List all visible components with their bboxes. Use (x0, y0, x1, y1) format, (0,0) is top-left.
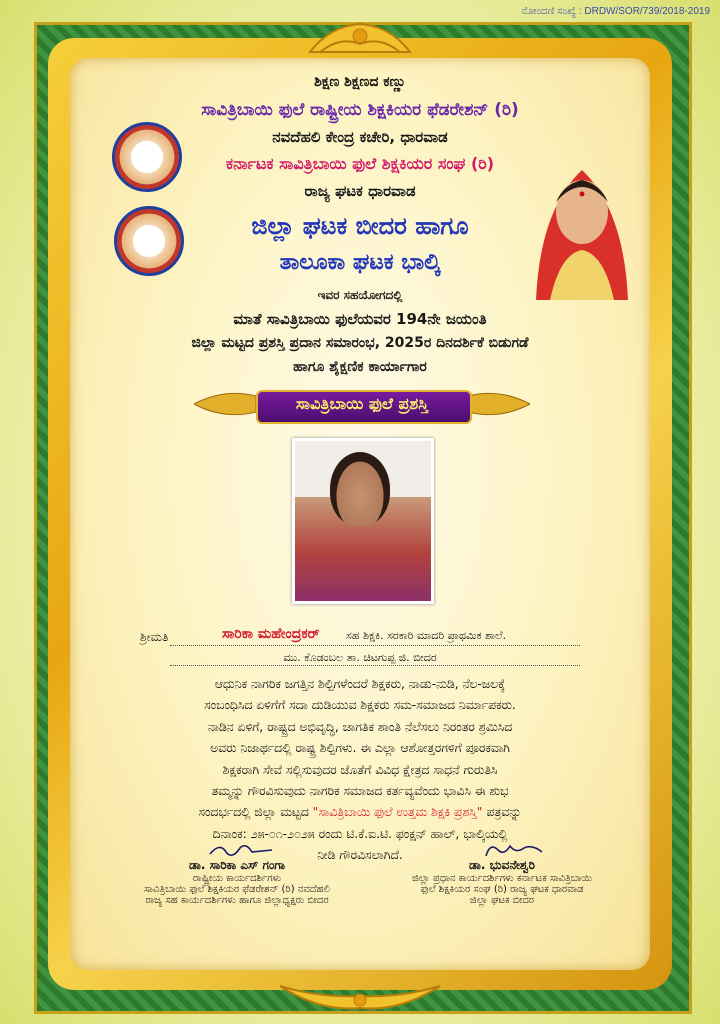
collaboration-note: ಇವರ ಸಹಯೋಗದಲ್ಲಿ (317, 288, 403, 302)
head-office: ನವದೆಹಲಿ ಕೇಂದ್ರ ಕಚೇರಿ, ಧಾರವಾಡ (272, 128, 448, 146)
sangha-logo-icon (114, 206, 184, 276)
name-dotted-line (170, 645, 580, 646)
registration-number: ನೋಂದಣಿ ಸಂಖ್ಯೆ : DRDW/SOR/739/2018-2019 (521, 6, 710, 17)
right-signatory-role: ಫುಲೆ ಶಿಕ್ಷಕಿಯರ ಸಂಘ (ರಿ) ರಾಜ್ಯ ಘಟಕ ಧಾರವಾಡ (420, 884, 584, 895)
event-line-3: ಹಾಗೂ ಶೈಕ್ಷಣಿಕ ಕಾರ್ಯಾಗಾರ (293, 359, 427, 375)
recipient-address: ಮು. ಕೊಡಂಬಲ ತಾ. ಚಿಟಗುಪ್ಪ ಜಿ. ಬೀದರ (283, 651, 437, 664)
taluk-unit: ತಾಲೂಕಾ ಘಟಕ ಭಾಲ್ಕಿ (279, 250, 441, 275)
right-signatory (382, 858, 622, 906)
address-dotted-line (170, 665, 580, 666)
district-unit: ಜಿಲ್ಲಾ ಘಟಕ ಬೀದರ ಹಾಗೂ (251, 212, 469, 240)
award-title: ಸಾವಿತ್ರಿಬಾಯಿ ಫುಲೆ ಪ್ರಶಸ್ತಿ (295, 394, 429, 413)
federation-name: ಸಾವಿತ್ರಿಬಾಯಿ ಫುಲೆ ರಾಷ್ಟ್ರೀಯ ಶಿಕ್ಷಕಿಯರ ಫೆಡರೇಶನ್ (ರಿ) (201, 100, 519, 120)
left-signatory-role: ಸಾವಿತ್ರಿಬಾಯಿ ಫುಲೆ ಶಿಕ್ಷಕಿಯರ ಫೆಡರೇಶನ್ (ರಿ) ನವದೆಹಲಿ (144, 884, 330, 895)
citation-text (116, 674, 604, 867)
left-signatory (122, 858, 352, 906)
left-signatory-name: ಡಾ. ಸಾರಿಕಾ ಎಸ್ ಗಂಗಾ (188, 858, 286, 872)
citation-line: ಶಿಕ್ಷಕರಾಗಿ ಸೇವೆ ಸಲ್ಲಿಸುವುದರ ಜೊತೆಗೆ ವಿವಿಧ ಕ್ಷೇತ್ರದ ಸಾಧನೆ ಗುರುತಿಸಿ (222, 762, 498, 777)
tagline: ಶಿಕ್ಷಣ ಶಿಕ್ಷಣದ ಕಣ್ಣು (314, 74, 406, 90)
right-signatory-name: ಡಾ. ಭುವನೇಶ್ವರಿ (468, 858, 535, 872)
savitribai-portrait-icon (530, 150, 634, 300)
left-signature-icon (206, 840, 276, 860)
recipient-designation: ಸಹ ಶಿಕ್ಷಕಿ. ಸರಕಾರಿ ಮಾದರಿ ಪ್ರಾಥಮಿಕ ಶಾಲೆ. (346, 629, 507, 642)
citation-line: ತಮ್ಮನ್ನು ಗೌರವಿಸುವುದು ನಾಗರಿಕ ಸಮಾಜದ ಕರ್ತವ್ಯವೆಂದು ಭಾವಿಸಿ ಈ ಶುಭ (211, 784, 509, 799)
citation-text-part: ಪತ್ರವನ್ನು (482, 805, 522, 820)
citation-line: ಆಧುನಿಕ ನಾಗರಿಕ ಜಗತ್ತಿನ ಶಿಲ್ಪಿಗಳೆಂದರೆ ಶಿಕ್ಷಕರು, ನಾಡು-ನುಡಿ, ನೆಲ-ಜಲಕ್ಕೆ (214, 677, 506, 691)
citation-line: ನೀಡಿ ಗೌರವಿಸಲಾಗಿದೆ. (317, 848, 403, 863)
federation-logo-icon (112, 122, 182, 192)
event-line-2: ಜಿಲ್ಲಾ ಮಟ್ಟದ ಪ್ರಶಸ್ತಿ ಪ್ರದಾನ ಸಮಾರಂಭ, 2025ರ ದಿನದರ್ಶಿಕೆ ಬಿಡುಗಡೆ (191, 335, 529, 351)
right-signature-icon (480, 840, 550, 860)
state-sangha-name: ಕರ್ನಾಟಕ ಸಾವಿತ್ರಿಬಾಯಿ ಫುಲೆ ಶಿಕ್ಷಕಿಯರ ಸಂಘ (ರಿ) (225, 154, 495, 173)
citation-line (116, 802, 604, 823)
crown-ornament-icon (300, 22, 420, 56)
event-line-1: ಮಾತೆ ಸಾವಿತ್ರಿಬಾಯಿ ಫುಲೆಯವರ 194ನೇ ಜಯಂತಿ (233, 310, 487, 328)
citation-line: ನಾಡಿನ ಏಳಿಗೆ, ರಾಷ್ಟ್ರದ ಅಭಿವೃದ್ಧಿ, ಜಾಗತಿಕ ಶಾಂತಿ ನೆಲೆಸಲು ನಿರಂತರ ಶ್ರಮಿಸಿದ (207, 719, 513, 734)
award-name-highlight: "ಸಾವಿತ್ರಿಬಾಯಿ ಫುಲೆ ಉತ್ತಮ ಶಿಕ್ಷಕಿ ಪ್ರಶಸ್ತಿ" (312, 805, 483, 820)
citation-text-part: ಸಂದರ್ಭದಲ್ಲಿ ಜಿಲ್ಲಾ ಮಟ್ಟದ (198, 805, 313, 820)
citation-line: ಅವರು ನಿಜಾರ್ಥದಲ್ಲಿ ರಾಷ್ಟ್ರ ಶಿಲ್ಪಿಗಳು. ಈ ಎಲ್ಲಾ ಆಶೋತ್ತರಗಳಿಗೆ ಪೂರಕವಾಗಿ (210, 741, 510, 756)
recipient-name: ಸಾರಿಕಾ ಮಹೇಂದ್ರಕರ್ (222, 626, 320, 642)
left-signatory-role: ರಾಜ್ಯ ಸಹ ಕಾರ್ಯದರ್ಶಿಗಳು ಹಾಗೂ ಜಿಲ್ಲಾಧ್ಯಕ್ಷರು ಬೀದರ (145, 895, 329, 906)
citation-line: ದಿನಾಂಕ: ೨೫-೦೧-೨೦೨೫ ರಂದು ಟಿ.ಕೆ.ಐ.ಟಿ. ಫಂಕ್ಷನ್ ಹಾಲ್, ಭಾಲ್ಕಿಯಲ್ಲಿ (212, 826, 508, 841)
bottom-ornament-icon (270, 982, 450, 1012)
left-signatory-role: ರಾಷ್ಟ್ರೀಯ ಕಾರ್ಯದರ್ಶಿಗಳು (192, 873, 282, 884)
state-unit: ರಾಜ್ಯ ಘಟಕ ಧಾರವಾಡ (304, 182, 416, 200)
citation-line: ಸಂಬಂಧಿಸಿದ ಏಳಿಗೆಗೆ ಸದಾ ದುಡಿಯುವ ಶಿಕ್ಷಕರು ಸಮ-ಸಮಾಜದ ನಿರ್ಮಾಪಕರು. (204, 698, 516, 713)
recipient-photo-face (330, 452, 390, 526)
right-signatory-role: ಜಿಲ್ಲಾ ಘಟಕ ಬೀದರ (469, 895, 535, 906)
recipient-prefix: ಶ್ರೀಮತಿ (140, 630, 169, 644)
right-signatory-role: ಜಿಲ್ಲಾ ಪ್ರಧಾನ ಕಾರ್ಯದರ್ಶಿಗಳು ಕರ್ನಾಟಕ ಸಾವಿತ್ರಿಬಾಯಿ (411, 873, 592, 884)
